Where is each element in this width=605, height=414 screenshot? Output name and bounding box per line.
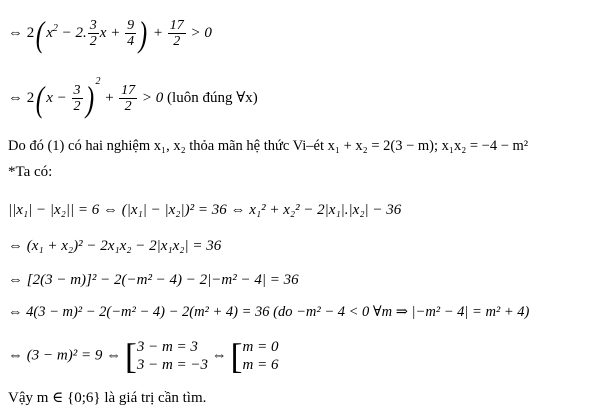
vieta-line: Do đó (1) có hai nghiệm x₁, x₂ thỏa mãn hệ thức Vi–ét x₁ + x₂ = 2(3 − m); x₁x₂ = −4 − m² (8, 138, 529, 154)
equation-line-6: ⇔ (x₁ + x₂)² − 2x₁x₂ − 2|x₁x₂| = 36 (8, 238, 222, 254)
solution-1: m = 0 (242, 339, 279, 355)
ta-co-line: *Ta có: (8, 164, 53, 180)
equation-line-2: ⇔ 2( x − $\frac{3}{2}$ ) $^2$ + $\frac{17}{2}$ > 0 (luôn đúng ∀x) (8, 76, 258, 119)
line-9-lead: ⇔ (3 − m)² = 9 ⇔ (8, 347, 122, 364)
conclusion-line: Vậy m ∈ {0;6} là giá trị cần tìm. (8, 390, 207, 406)
equation-line-1: ⇔ 2( $x^2 - 2$. $\frac{3}{2}$ x + $\frac{9}{4}$ ) + $\frac{17}{2}$ > 0 (8, 13, 212, 54)
solution-2: m = 6 (242, 357, 279, 373)
equation-line-8: ⇔ 4(3 − m)² − 2(−m² − 4) − 2(m² + 4) = 36 (do −m² − 4 < 0 ∀m ⇒ |−m² − 4| = m² + 4) (8, 304, 530, 320)
line-9-equiv: ⇔ (211, 347, 227, 364)
case-1: 3 − m = 3 (136, 339, 198, 355)
equation-line-9: ⇔ (3 − m)² = 9 ⇔ [ 3 − m = 3 3 − m = −3 ⇔ [ m = 0 m = 6 (8, 336, 279, 376)
case-2: 3 − m = −3 (136, 357, 209, 373)
equation-line-5: ||x₁| − |x₂|| = 6 ⇔ (|x₁| − |x₂|)² = 36 ⇔ x₁² + x₂² − 2|x₁|.|x₂| − 36 (8, 202, 402, 218)
equation-line-7: ⇔ [2(3 − m)]² − 2(−m² − 4) − 2|−m² − 4| = 36 (8, 272, 299, 288)
